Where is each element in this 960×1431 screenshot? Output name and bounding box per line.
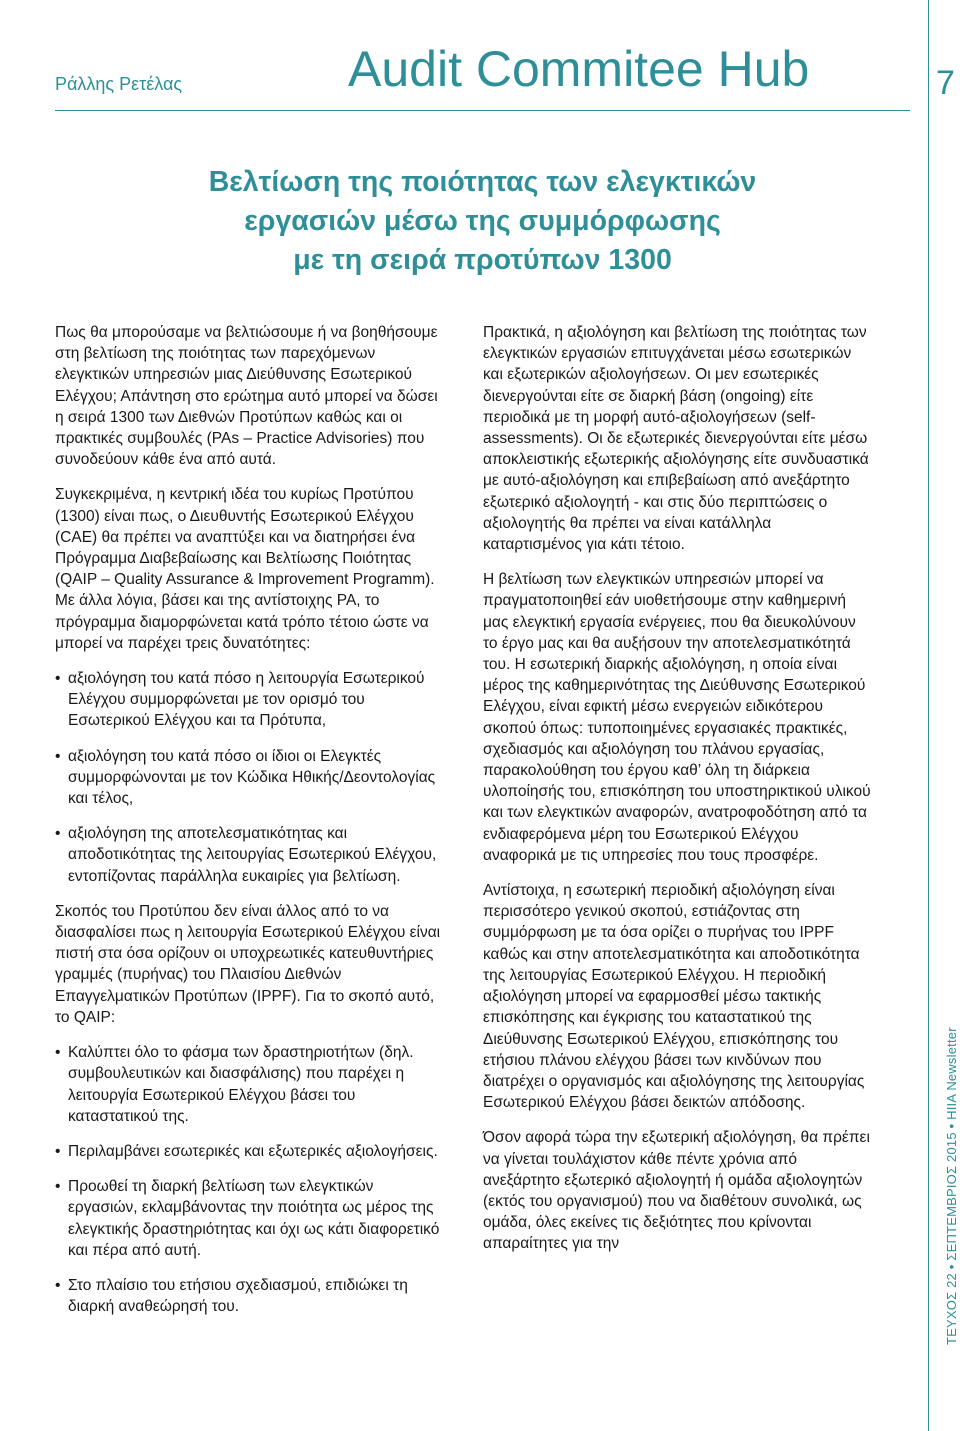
author-name: Ράλλης Ρετέλας xyxy=(55,74,183,94)
list-item: • αξιολόγηση του κατά πόσο η λειτουργία Εσωτερικού Ελέγχου συμμορφώνεται με τον ορισμό του Εσωτερικού Ελέγχου και τα Πρότυπα, xyxy=(55,668,443,732)
paragraph: Συγκεκριμένα, η κεντρική ιδέα του κυρίως Προτύπου (1300) είναι πως, ο Διευθυντής Εσωτερικού Ελέγχου (CAE) θα πρέπει να αναπτύξει και να διατηρήσει ένα Πρόγραμμα Διαβεβαίωσης και Βελτίωσης Ποιότητας (QAIP – Quality Assurance & Improvement Programm). Με άλλα λόγια, βάσει και της αντίστοιχης PA, το πρόγραμμα διαμορφώνεται κατά τρόπο τέτοιο ώστε να μπορεί να παρέχει τρεις δυνατότητες: xyxy=(55,486,435,652)
article-title-line: εργασιών μέσω της συμμόρφωσης xyxy=(244,205,721,237)
page-number: 7 xyxy=(936,64,955,102)
article-title xyxy=(55,163,910,280)
paragraph: Πρακτικά, η αξιολόγηση και βελτίωση της ποιότητας των ελεγκτικών εργασιών επιτυγχάνεται μέσω εσωτερικών και εξωτερικών αξιολογήσεων. Οι μεν εσωτερικές διενεργούνται είτε σε διαρκή βάση (ongoing) είτε περιοδικά με τη μορφή αυτό-αξιολογήσεων (self-assessments). Οι δε εξωτερικές διενεργούνται είτε μέσω αποκλειστικής εξωτερικής αξιολόγησης είτε συνδυαστικά με αυτό-αξιολόγηση και επιβεβαίωση από ανεξάρτητο εξωτερικό αξιολογητή - και στις δύο περιπτώσεις ο αξιολογητής θα πρέπει να είναι κατάλληλα καταρτισμένος για κάτι τέτοιο. xyxy=(483,324,869,554)
vertical-footer xyxy=(944,1027,959,1345)
article-title-line: Βελτίωση της ποιότητας των ελεγκτικών xyxy=(208,166,757,198)
footer-date: ΣΕΠΤΕΜΒΡΙΟΣ 2015 xyxy=(944,1132,959,1261)
publication-title: Audit Commitee Hub xyxy=(348,41,810,97)
left-column xyxy=(55,322,443,1331)
list-item: • Στο πλαίσιο του ετήσιου σχεδιασμού, επιδιώκει τη διαρκή αναθεώρησή του. xyxy=(55,1275,443,1317)
side-divider xyxy=(928,0,929,1431)
footer-issue: ΤΕΥΧΟΣ 22 xyxy=(944,1273,959,1345)
list-item: • Καλύπτει όλο το φάσμα των δραστηριοτήτων (δηλ. συμβουλευτικών και διασφάλισης) που παρέχει η λειτουργία Εσωτερικού Ελέγχου βάσει του καταστατικού της. xyxy=(55,1042,443,1127)
header-divider xyxy=(55,110,910,111)
list-item: • Προωθεί τη διαρκή βελτίωση των ελεγκτικών εργασιών, εκλαμβάνοντας την ποιότητα ως μέρος της ελεγκτικής δραστηριότητας και όχι ως κάτι διαφορετικό και πέρα από αυτή. xyxy=(55,1176,443,1261)
footer-separator: • xyxy=(944,1123,959,1129)
footer-separator: • xyxy=(944,1264,959,1270)
list-item: • αξιολόγηση του κατά πόσο οι ίδιοι οι Ελεγκτές συμμορφώνονται με τον Κώδικα Ηθικής/Δεοντολογίας και τέλος, xyxy=(55,746,443,810)
bullet-list xyxy=(55,668,443,887)
paragraph: Σκοπός του Προτύπου δεν είναι άλλος από το να διασφαλίσει πως η λειτουργία Εσωτερικού Ελέγχου είναι πιστή στα όσα ορίζουν οι υποχρεωτικές κατευθυντήριες γραμμές (πυρήνας) του Πλαισίου Διεθνών Επαγγελματικών Προτύπων (IPPF). Για το σκοπό αυτό, το QAIP: xyxy=(55,902,441,1026)
article-title-line: με τη σειρά προτύπων 1300 xyxy=(293,244,672,276)
paragraph: Αντίστοιχα, η εσωτερική περιοδική αξιολόγηση είναι περισσότερο γενικού σκοπού, εστιάζοντας στη συμμόρφωση με τα όσα ορίζει ο πυρήνας του IPPF καθώς και στην αποτελεσματικότητα και αποδοτικότητα της λειτουργίας Εσωτερικού Ελέγχου. Η περιοδική αξιολόγηση μπορεί να εφαρμοσθεί μέσω τακτικής επισκόπησης και έγκρισης του καταστατικού της Διεύθυνσης Εσωτερικού Ελέγχου, επισκόπησης του ετήσιου πλάνου ελέγχου βάσει των κινδύνων που διατρέχει ο οργανισμός και αξιολόγησης της λειτουργίας Εσωτερικού Ελέγχου βάσει δεικτών απόδοσης. xyxy=(483,882,865,1112)
paragraph: Η βελτίωση των ελεγκτικών υπηρεσιών μπορεί να πραγματοποιηθεί εάν υιοθετήσουμε στην καθημερινή μας ελεγκτική εργασία ενέργειες, που θα διευκολύνουν το έργο μας και θα αυξήσουν την αποτελεσματικότητά του. Η εσωτερική διαρκής αξιολόγηση, η οποία είναι μέρος της καθημερινότητας της Διεύθυνσης Εσωτερικού Ελέγχου, είναι εφικτή μέσω ενεργειών ειδικότερου σκοπού όπως: τυποποιημένες εργασιακές πρακτικές, σχεδιασμός και αξιολόγηση του πλάνου εργασίας, παρακολούθηση του έργου καθ’ όλη τη διάρκεια υλοποίησής του, επισκόπηση του υποστηρικτικού υλικού και των ελεγκτικών αναφορών, ανατροφοδότηση από τα ενδιαφερόμενα μέρη του Εσωτερικού Ελέγχου αναφορικά με τις υπηρεσίες που τους προσφέρε. xyxy=(483,571,871,864)
bullet-list xyxy=(55,1042,443,1317)
list-item: • Περιλαμβάνει εσωτερικές και εξωτερικές αξιολογήσεις. xyxy=(55,1141,443,1162)
paragraph: Πως θα μπορούσαμε να βελτιώσουμε ή να βοηθήσουμε στη βελτίωση της ποιότητας των παρεχόμενων ελεγκτικών υπηρεσιών μιας Διεύθυνσης Εσωτερικού Ελέγχου; Απάντηση στο ερώτημα αυτό μπορεί να δώσει η σειρά 1300 των Διεθνών Προτύπων καθώς και οι πρακτικές συμβουλές (PAs – Practice Advisories) που συνοδεύουν κάθε ένα από αυτά. xyxy=(55,324,438,469)
footer-newsletter: HIIA Newsletter xyxy=(944,1027,959,1120)
list-item: • αξιολόγηση της αποτελεσματικότητας και αποδοτικότητας της λειτουργίας Εσωτερικού Ελέγχου, εντοπίζοντας παράλληλα ευκαιρίες για βελτίωση. xyxy=(55,823,443,887)
paragraph: Όσον αφορά τώρα την εξωτερική αξιολόγηση, θα πρέπει να γίνεται τουλάχιστον κάθε πέντε χρόνια από ανεξάρτητο εξωτερικό αξιολογητή ή ομάδα αξιολογητών (εκτός του οργανισμού) που να διαθέτουν συνολικά, ως ομάδα, όλες εκείνες τις δεξιότητες που κρίνονται απαραίτητες για την xyxy=(483,1129,870,1253)
right-column xyxy=(483,322,871,1269)
